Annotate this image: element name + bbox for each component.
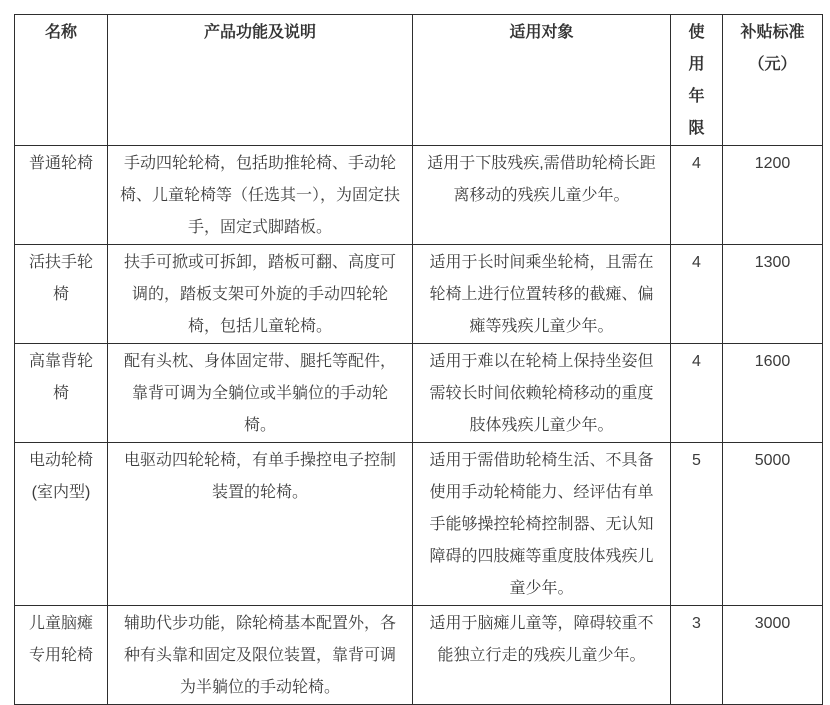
- header-description: 产品功能及说明: [108, 15, 413, 146]
- header-subsidy: 补贴标准（元）: [723, 15, 823, 146]
- cell-years: 4: [671, 344, 723, 443]
- cell-name: 儿童脑瘫专用轮椅: [15, 606, 108, 705]
- cell-name: 高靠背轮椅: [15, 344, 108, 443]
- cell-years: 4: [671, 245, 723, 344]
- header-target: 适用对象: [413, 15, 671, 146]
- wheelchair-subsidy-table: [14, 14, 823, 705]
- cell-description: 扶手可掀或可拆卸，踏板可翻、高度可调的，踏板支架可外旋的手动四轮轮椅，包括儿童轮椅。: [108, 245, 413, 344]
- cell-target: 适用于下肢残疾,需借助轮椅长距离移动的残疾儿童少年。: [413, 146, 671, 245]
- cell-description: 电驱动四轮轮椅，有单手操控电子控制装置的轮椅。: [108, 443, 413, 606]
- cell-target: 适用于需借助轮椅生活、不具备使用手动轮椅能力、经评估有单手能够操控轮椅控制器、无认知障碍的四肢瘫等重度肢体残疾儿童少年。: [413, 443, 671, 606]
- cell-name: 活扶手轮椅: [15, 245, 108, 344]
- cell-subsidy: 1200: [723, 146, 823, 245]
- table-header-row: [15, 15, 823, 146]
- cell-name: 普通轮椅: [15, 146, 108, 245]
- header-name: 名称: [15, 15, 108, 146]
- cell-description: 辅助代步功能，除轮椅基本配置外，各种有头靠和固定及限位装置，靠背可调为半躺位的手动轮椅。: [108, 606, 413, 705]
- cell-target: 适用于长时间乘坐轮椅，且需在轮椅上进行位置转移的截瘫、偏瘫等残疾儿童少年。: [413, 245, 671, 344]
- cell-description: 配有头枕、身体固定带、腿托等配件，靠背可调为全躺位或半躺位的手动轮椅。: [108, 344, 413, 443]
- cell-subsidy: 1600: [723, 344, 823, 443]
- cell-subsidy: 3000: [723, 606, 823, 705]
- cell-years: 4: [671, 146, 723, 245]
- cell-target: 适用于难以在轮椅上保持坐姿但需较长时间依赖轮椅移动的重度肢体残疾儿童少年。: [413, 344, 671, 443]
- header-years: 使用年限: [671, 15, 723, 146]
- cell-description: 手动四轮轮椅，包括助推轮椅、手动轮椅、儿童轮椅等（任选其一），为固定扶手，固定式脚踏板。: [108, 146, 413, 245]
- cell-name: 电动轮椅(室内型): [15, 443, 108, 606]
- cell-years: 3: [671, 606, 723, 705]
- cell-target: 适用于脑瘫儿童等，障碍较重不能独立行走的残疾儿童少年。: [413, 606, 671, 705]
- table-row: [15, 443, 823, 606]
- cell-subsidy: 5000: [723, 443, 823, 606]
- table-row: [15, 344, 823, 443]
- table-row: [15, 606, 823, 705]
- cell-years: 5: [671, 443, 723, 606]
- table-row: [15, 146, 823, 245]
- cell-subsidy: 1300: [723, 245, 823, 344]
- table-row: [15, 245, 823, 344]
